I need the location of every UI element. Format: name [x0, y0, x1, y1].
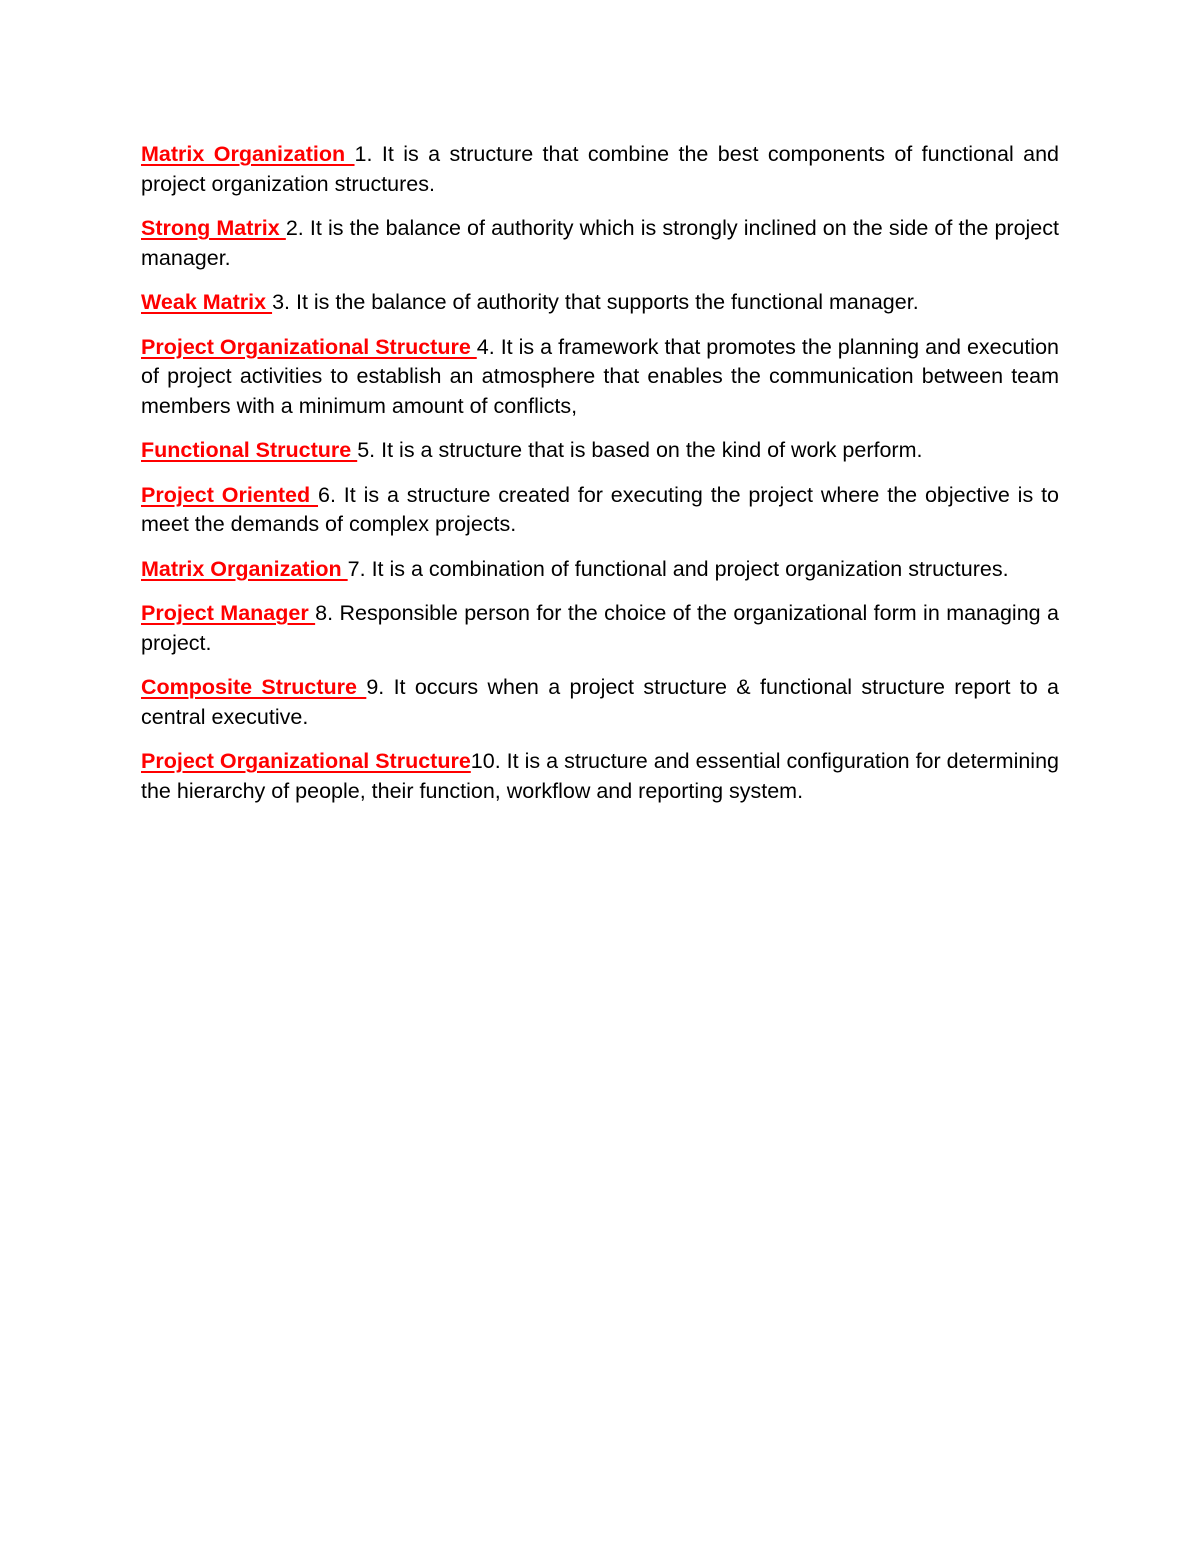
- answer-list: [141, 140, 1059, 821]
- question-definition: It is a structure that combine the best components of functional and project organization structures.: [141, 142, 1059, 196]
- answer-term: Project Organizational Structure: [141, 334, 477, 359]
- answer-term: Project Oriented: [141, 482, 319, 507]
- answer-item-9: [141, 673, 1059, 732]
- answer-term: Strong Matrix: [141, 216, 286, 240]
- question-definition: It is a structure created for executing the project where the objective is to meet the demands of complex projects.: [141, 482, 1059, 536]
- question-definition: Responsible person for the choice of the organizational form in managing a project.: [141, 601, 1059, 655]
- answer-item-10: [141, 747, 1059, 806]
- answer-item-4: [141, 333, 1059, 422]
- question-number: 8.: [315, 601, 334, 625]
- question-definition: It is the balance of authority which is strongly inclined on the side of the project manager.: [141, 216, 1059, 270]
- answer-item-5: [141, 436, 1059, 466]
- question-definition: It is a framework that promotes the planning and execution of project activities to establish an atmosphere that enables the communication between team members with a minimum amount of conflicts,: [141, 334, 1059, 418]
- answer-term: Matrix Organization: [141, 142, 355, 166]
- question-number: 6.: [318, 482, 336, 507]
- answer-term: Weak Matrix: [141, 290, 273, 314]
- question-number: 9.: [366, 675, 385, 699]
- question-number: 4.: [476, 334, 495, 359]
- question-definition: It is the balance of authority that supports the functional manager.: [290, 290, 919, 314]
- question-number: 10.: [470, 749, 501, 773]
- question-number: 7.: [347, 556, 366, 581]
- question-definition: It is a structure that is based on the kind of work perform.: [375, 438, 923, 462]
- question-number: 5.: [357, 438, 376, 462]
- answer-term: Project Manager: [141, 601, 316, 625]
- answer-item-1: [141, 140, 1059, 199]
- answer-term: Composite Structure: [141, 675, 367, 699]
- answer-term: Matrix Organization: [141, 556, 348, 581]
- question-number: 1.: [354, 142, 373, 166]
- question-number: 3.: [272, 290, 290, 314]
- answer-term: Functional Structure: [141, 438, 358, 462]
- answer-item-8: [141, 599, 1059, 658]
- question-definition: It is a combination of functional and project organization structures.: [365, 556, 1009, 581]
- question-definition: It is a structure and essential configuration for determining the hierarchy of people, their function, workflow and reporting system.: [141, 749, 1060, 803]
- question-definition: It occurs when a project structure & functional structure report to a central executive.: [141, 675, 1059, 729]
- question-number: 2.: [285, 216, 304, 240]
- answer-item-2: [141, 214, 1059, 273]
- answer-term: Project Organizational Structure: [141, 749, 471, 773]
- answer-item-3: [141, 288, 1059, 318]
- answer-item-7: [141, 555, 1059, 585]
- answer-item-6: [141, 481, 1059, 540]
